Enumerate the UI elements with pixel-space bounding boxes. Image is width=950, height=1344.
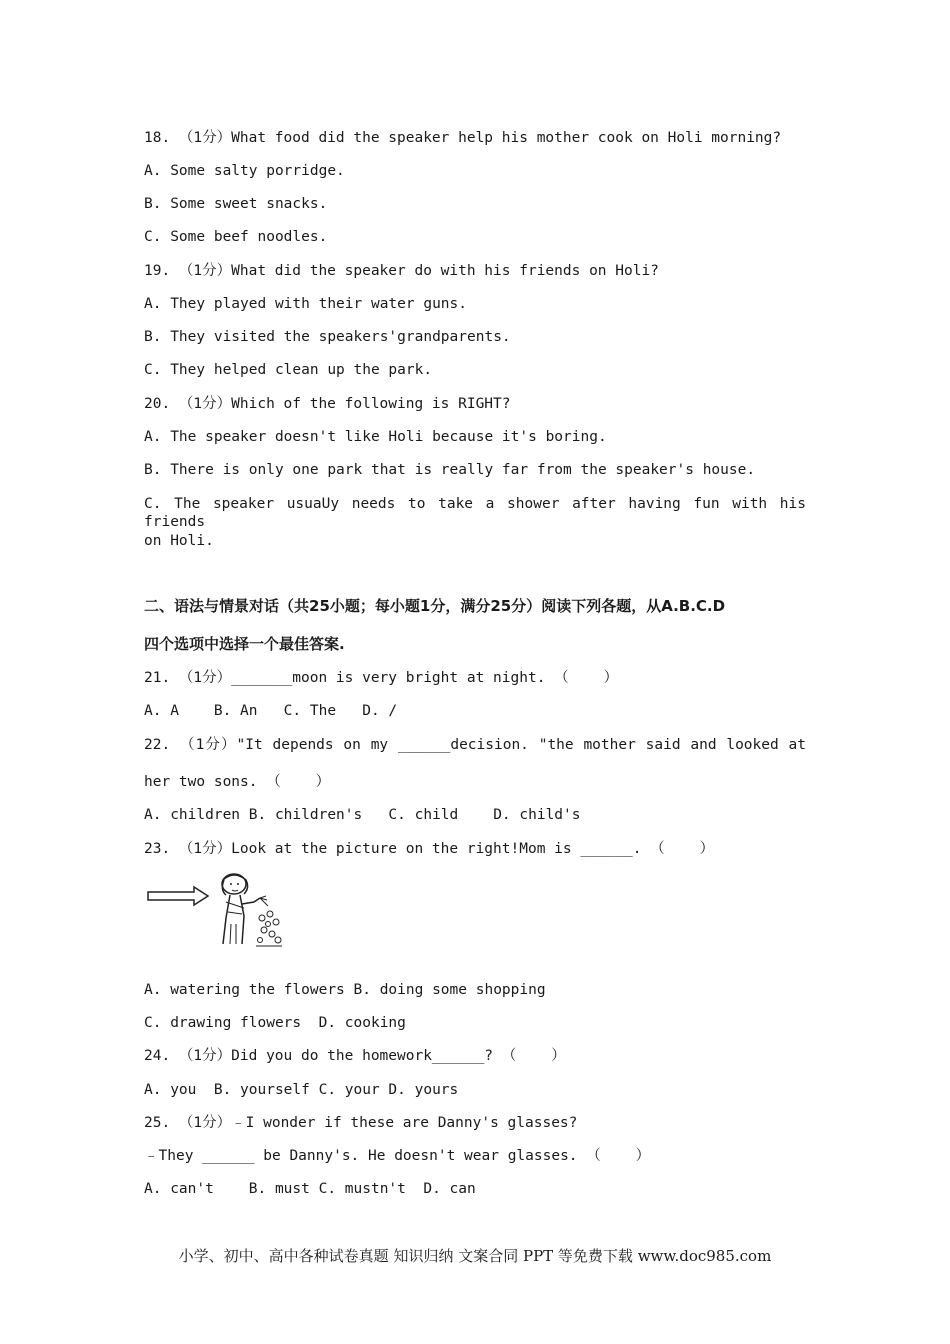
mom-watering-flowers-illustration bbox=[146, 868, 286, 948]
question-19-option-a: A. They played with their water guns. bbox=[144, 296, 468, 312]
page-footer: 小学、初中、高中各种试卷真题 知识归纳 文案合同 PPT 等免费下载 www.doc985.com bbox=[178, 1247, 772, 1265]
question-19-option-b: B. They visited the speakers'grandparents. bbox=[144, 329, 511, 345]
question-20-option-c: C. The speaker usuaUy needs to take a shower after having fun with his friends bbox=[144, 496, 806, 530]
question-22-stem-cont: her two sons. （ ） bbox=[144, 774, 331, 790]
section-2-heading-cont: 四个选项中选择一个最佳答案. bbox=[144, 635, 345, 653]
question-22-stem: 22. （1分）"It depends on my ______decision. "the mother said and looked at bbox=[144, 737, 806, 753]
question-21-stem: 21. （1分）_______moon is very bright at night. （ ） bbox=[144, 670, 619, 686]
question-24-options: A. you B. yourself C. your D. yours bbox=[144, 1082, 459, 1098]
question-23-options-line2: C. drawing flowers D. cooking bbox=[144, 1015, 406, 1031]
arrow-icon bbox=[148, 887, 208, 905]
question-18-option-a: A. Some salty porridge. bbox=[144, 163, 345, 179]
question-25-options: A. can't B. must C. mustn't D. can bbox=[144, 1181, 476, 1197]
question-18-stem: 18. （1分）What food did the speaker help his mother cook on Holi morning? bbox=[144, 130, 782, 146]
question-25-stem-cont: ﹣They ______ be Danny's. He doesn't wear glasses. （ ） bbox=[144, 1148, 651, 1164]
question-24-stem: 24. （1分）Did you do the homework______? （ ） bbox=[144, 1048, 566, 1064]
question-18-option-b: B. Some sweet snacks. bbox=[144, 196, 328, 212]
question-20-option-b: B. There is only one park that is really far from the speaker's house. bbox=[144, 462, 756, 478]
question-21-options: A. A B. An C. The D. / bbox=[144, 703, 398, 719]
question-25-stem: 25. （1分）﹣I wonder if these are Danny's glasses? bbox=[144, 1115, 578, 1131]
question-20-option-a: A. The speaker doesn't like Holi because it's boring. bbox=[144, 429, 607, 445]
question-19-option-c: C. They helped clean up the park. bbox=[144, 362, 433, 378]
question-22-options: A. children B. children's C. child D. child's bbox=[144, 807, 581, 823]
question-23-stem: 23. （1分）Look at the picture on the right!Mom is ______. （ ） bbox=[144, 841, 715, 857]
question-20-stem: 20. （1分）Which of the following is RIGHT? bbox=[144, 396, 511, 412]
question-19-stem: 19. （1分）What did the speaker do with his friends on Holi? bbox=[144, 263, 659, 279]
question-20-option-c-cont: on Holi. bbox=[144, 533, 214, 549]
question-23-options-line1: A. watering the flowers B. doing some shopping bbox=[144, 982, 546, 998]
question-18-option-c: C. Some beef noodles. bbox=[144, 229, 328, 245]
section-2-heading: 二、语法与情景对话（共25小题；每小题1分，满分25分）阅读下列各题，从A.B.C.D bbox=[144, 597, 726, 615]
